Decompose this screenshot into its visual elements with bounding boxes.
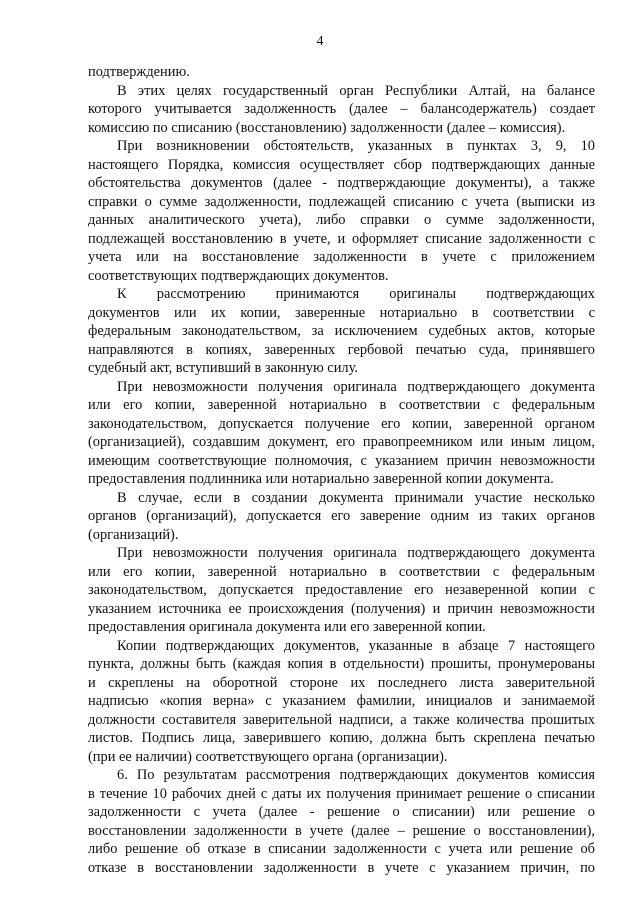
text-line: либо решение об отказе в списании задолженности с учета или решение об xyxy=(88,841,595,857)
text-line: восстановлении задолженности в учете (далее – решение о восстановлении), xyxy=(88,822,595,839)
text-line: (при ее наличии) соответствующего органа (организации). xyxy=(88,748,448,765)
text-line: законодательством, допускается получение его копии, заверенной органом xyxy=(88,415,595,432)
text-line: имеющим соответствующие полномочия, с указанием причин невозможности xyxy=(88,452,595,469)
text-line: или его копии, заверенной нотариально в соответствии с федеральным xyxy=(88,563,595,580)
text-line: документов или их копии, заверенные нотариально в соответствии с xyxy=(88,304,595,321)
text-line: (организаций). xyxy=(88,526,179,543)
text-line: (организацией), создавшим документ, его правопреемником или иным лицом, xyxy=(88,434,595,450)
text-line: пункта, должны быть (каждая копия в отдельности) прошиты, пронумерованы xyxy=(88,656,595,672)
text-line: указанием источника ее происхождения (получения) и причин невозможности xyxy=(88,600,595,617)
text-line: предоставления подлинника или нотариально заверенной копии документа. xyxy=(88,471,554,487)
text-line: листов. Подпись лица, заверившего копию, должна быть скреплена печатью xyxy=(88,730,595,746)
text-line: и скреплены на оборотной стороне их последнего листа заверительной xyxy=(88,674,595,691)
text-line: подтверждению. xyxy=(88,64,190,80)
text-line: справки о сумме задолженности, подлежащей списанию с учета (выписки из xyxy=(88,193,595,210)
text-line: комиссию по списанию (восстановлению) задолженности (далее – комиссия). xyxy=(88,119,566,136)
text-line: предоставления оригинала документа или его заверенной копии. xyxy=(88,619,486,635)
text-line: в течение 10 рабочих дней с даты их получения принимает решение о списании xyxy=(88,785,595,802)
text-line: задолженности с учета (далее - решение о списании) или решение о xyxy=(88,804,595,820)
text-line: При невозможности получения оригинала подтверждающего документа xyxy=(117,545,595,561)
page-number: 4 xyxy=(316,34,324,49)
text-line: направляются в копиях, заверенных гербовой печатью суда, принявшего xyxy=(88,341,595,358)
text-line: которого учитывается задолженность (далее – балансодержатель) создает xyxy=(88,101,595,117)
text-line: федеральным законодательством, за исключением судебных актов, которые xyxy=(88,323,595,339)
text-line: При возникновении обстоятельств, указанных в пунктах 3, 9, 10 xyxy=(117,138,595,154)
text-line: должности составителя заверительной надписи, а также количества прошитых xyxy=(88,711,595,728)
text-line: настоящего Порядка, комиссия осуществляет сбор подтверждающих данные xyxy=(88,156,595,173)
text-line: подлежащей восстановлению в учете, и оформляет списание задолженности с xyxy=(88,230,595,247)
text-line: В случае, если в создании документа принимали участие несколько xyxy=(117,489,595,506)
text-line: При невозможности получения оригинала подтверждающего документа xyxy=(117,378,595,395)
text-line: Копии подтверждающих документов, указанные в абзаце 7 настоящего xyxy=(117,637,595,654)
text-line: органов (организаций), допускается его заверение одним из таких органов xyxy=(88,508,595,524)
text-line: учета или на восстановление задолженности в учете с приложением xyxy=(88,249,595,265)
text-line: надписью «копия верна» с указанием фамилии, инициалов и занимаемой xyxy=(88,693,595,709)
text-line: отказе в восстановлении задолженности в учете с указанием причин, по xyxy=(88,859,595,876)
text-line: законодательством, допускается предоставление его незаверенной копии с xyxy=(88,582,595,598)
text-line: К рассмотрению принимаются оригиналы подтверждающих xyxy=(117,286,595,302)
text-line: обстоятельства документов (далее - подтверждающие документы), а также xyxy=(88,175,595,191)
text-line: 6. По результатам рассмотрения подтверждающих документов комиссия xyxy=(117,767,595,783)
text-line: судебный акт, вступивший в законную силу. xyxy=(88,360,358,376)
text-line: соответствующих подтверждающих документов. xyxy=(88,267,389,284)
text-line: данных аналитического учета), либо справки о сумме задолженности, xyxy=(88,212,595,228)
text-line: или его копии, заверенной нотариально в соответствии с федеральным xyxy=(88,397,595,413)
text-line: В этих целях государственный орган Республики Алтай, на балансе xyxy=(117,82,595,99)
